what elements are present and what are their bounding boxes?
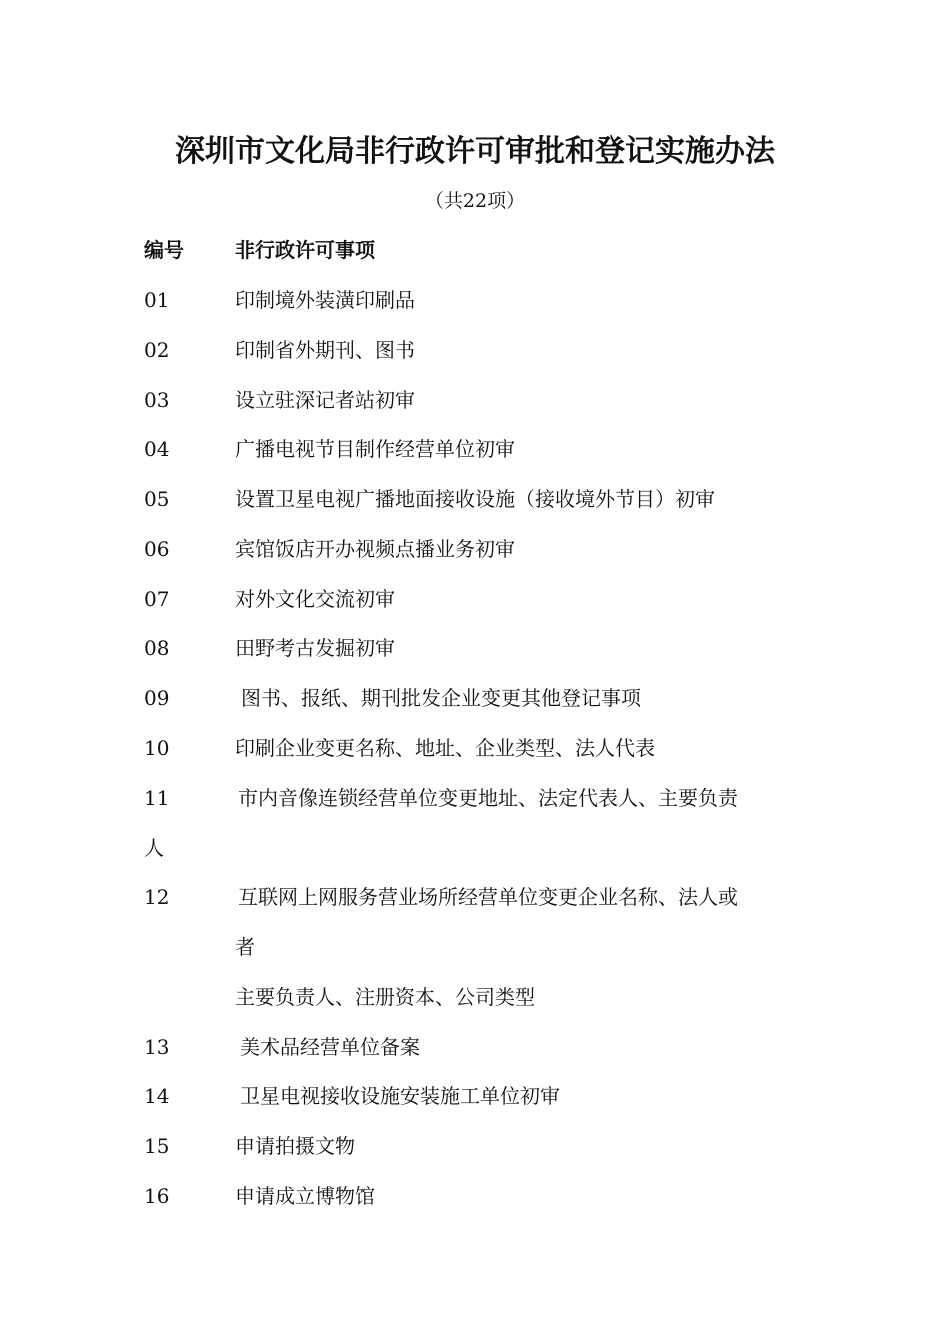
item-text: 图书、报纸、期刊批发企业变更其他登记事项	[241, 686, 641, 710]
item-text: 申请拍摄文物	[235, 1134, 355, 1158]
item-text: 互联网上网服务营业场所经营单位变更企业名称、法人或	[238, 885, 738, 909]
item-text: 田野考古发掘初审	[235, 636, 395, 660]
item-number: 13	[144, 1035, 170, 1059]
item-number: 05	[144, 487, 170, 511]
item-text: 设置卫星电视广播地面接收设施（接收境外节目）初审	[235, 487, 715, 511]
item-text-continuation: 主要负责人、注册资本、公司类型	[235, 985, 535, 1009]
item-number: 08	[144, 636, 170, 660]
header-number: 编号	[144, 238, 184, 262]
header-item: 非行政许可事项	[235, 238, 375, 262]
item-number: 12	[144, 885, 170, 909]
item-number: 06	[144, 537, 170, 561]
item-text: 卫星电视接收设施安装施工单位初审	[240, 1084, 560, 1108]
item-text: 广播电视节目制作经营单位初审	[235, 437, 515, 461]
item-number: 07	[144, 587, 170, 611]
item-number: 14	[144, 1084, 170, 1108]
item-text: 申请成立博物馆	[235, 1184, 375, 1208]
item-number: 11	[144, 786, 170, 810]
item-number: 03	[144, 388, 170, 412]
document-title: 深圳市文化局非行政许可审批和登记实施办法	[175, 134, 775, 169]
item-text: 对外文化交流初审	[235, 587, 395, 611]
item-text: 美术品经营单位备案	[240, 1035, 420, 1059]
item-number: 01	[144, 288, 170, 312]
item-number: 10	[144, 736, 170, 760]
item-text: 市内音像连锁经营单位变更地址、法定代表人、主要负责	[238, 786, 738, 810]
item-text-continuation: 人	[144, 836, 164, 860]
item-number: 09	[144, 686, 170, 710]
item-text: 印制境外装潢印刷品	[235, 288, 415, 312]
item-number: 16	[144, 1184, 170, 1208]
item-text: 印制省外期刊、图书	[235, 338, 415, 362]
item-number: 15	[144, 1134, 170, 1158]
item-number: 04	[144, 437, 170, 461]
document-subtitle: （共22项）	[424, 190, 526, 212]
item-text-continuation: 者	[235, 935, 255, 959]
item-text: 印刷企业变更名称、地址、企业类型、法人代表	[235, 736, 655, 760]
item-number: 02	[144, 338, 170, 362]
item-text: 设立驻深记者站初审	[235, 388, 415, 412]
item-text: 宾馆饭店开办视频点播业务初审	[235, 537, 515, 561]
